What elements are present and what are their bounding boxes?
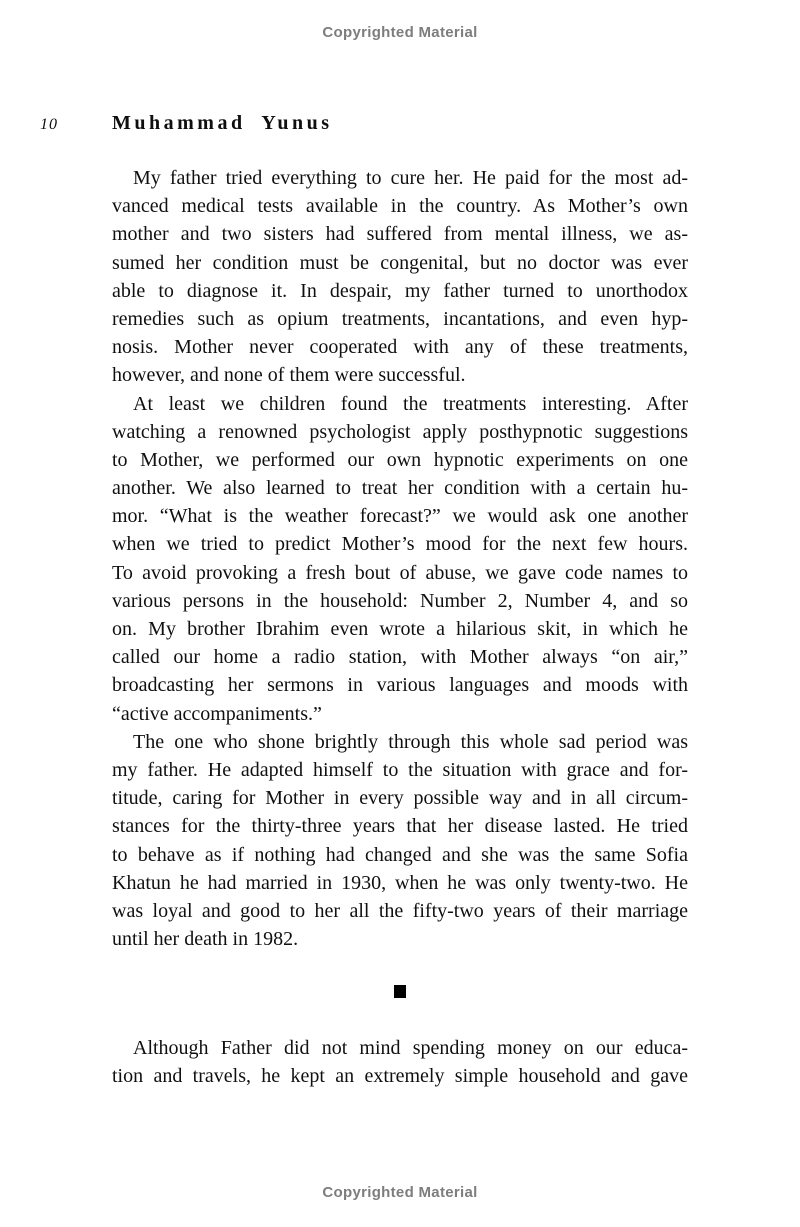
- text-line: my father. He adapted himself to the situation with grace and for-: [112, 758, 688, 781]
- text-line: able to diagnose it. In despair, my father turned to unorthodox: [112, 279, 688, 302]
- text-line: “active accompaniments.”: [112, 702, 322, 725]
- text-line: tion and travels, he kept an extremely simple household and gave: [112, 1065, 688, 1088]
- text-line: sumed her condition must be congenital, but no doctor was ever: [112, 251, 688, 274]
- text-line: when we tried to predict Mother’s mood for the next few hours.: [112, 533, 688, 556]
- section-break-icon: [394, 985, 406, 998]
- text-line: until her death in 1982.: [112, 928, 299, 951]
- text-line: mor. “What is the weather forecast?” we would ask one another: [112, 505, 688, 528]
- copyright-notice-top: Copyrighted Material: [322, 24, 478, 41]
- body-text-continuation: [112, 1034, 688, 1090]
- text-line: called our home a radio station, with Mother always “on air,”: [112, 646, 688, 669]
- text-line: titude, caring for Mother in every possible way and in all circum-: [112, 787, 688, 810]
- text-line: Khatun he had married in 1930, when he was only twenty-two. He: [112, 871, 688, 894]
- text-line: Although Father did not mind spending money on our educa-: [133, 1037, 688, 1059]
- text-line: vanced medical tests available in the country. As Mother’s own: [112, 195, 688, 218]
- text-line: to Mother, we performed our own hypnotic experiments on one: [112, 448, 688, 471]
- text-line: nosis. Mother never cooperated with any of these treatments,: [112, 336, 688, 359]
- text-line: To avoid provoking a fresh bout of abuse, we gave code names to: [112, 561, 688, 584]
- text-line: another. We also learned to treat her condition with a certain hu-: [112, 477, 688, 500]
- copyright-notice-bottom: Copyrighted Material: [322, 1184, 478, 1201]
- body-text-main: [112, 164, 688, 953]
- running-header: Muhammad Yunus: [112, 112, 333, 134]
- text-line: watching a renowned psychologist apply posthypnotic suggestions: [112, 420, 688, 443]
- page-number: 10: [40, 116, 58, 133]
- text-line: to behave as if nothing had changed and she was the same Sofia: [112, 843, 688, 866]
- text-line: however, and none of them were successful.: [112, 364, 466, 387]
- text-line: was loyal and good to her all the fifty-two years of their marriage: [112, 899, 688, 922]
- text-line: At least we children found the treatments interesting. After: [133, 392, 688, 415]
- text-line: remedies such as opium treatments, incantations, and even hyp-: [112, 307, 688, 330]
- text-line: on. My brother Ibrahim even wrote a hilarious skit, in which he: [112, 618, 688, 640]
- page-header: [0, 112, 800, 138]
- text-line: broadcasting her sermons in various languages and moods with: [112, 674, 688, 697]
- text-line: various persons in the household: Number 2, Number 4, and so: [112, 589, 688, 612]
- text-line: stances for the thirty-three years that her disease lasted. He tried: [112, 815, 688, 838]
- text-line: The one who shone brightly through this whole sad period was: [133, 730, 688, 753]
- text-line: mother and two sisters had suffered from mental illness, we as-: [112, 223, 688, 246]
- text-line: My father tried everything to cure her. He paid for the most ad-: [133, 167, 688, 189]
